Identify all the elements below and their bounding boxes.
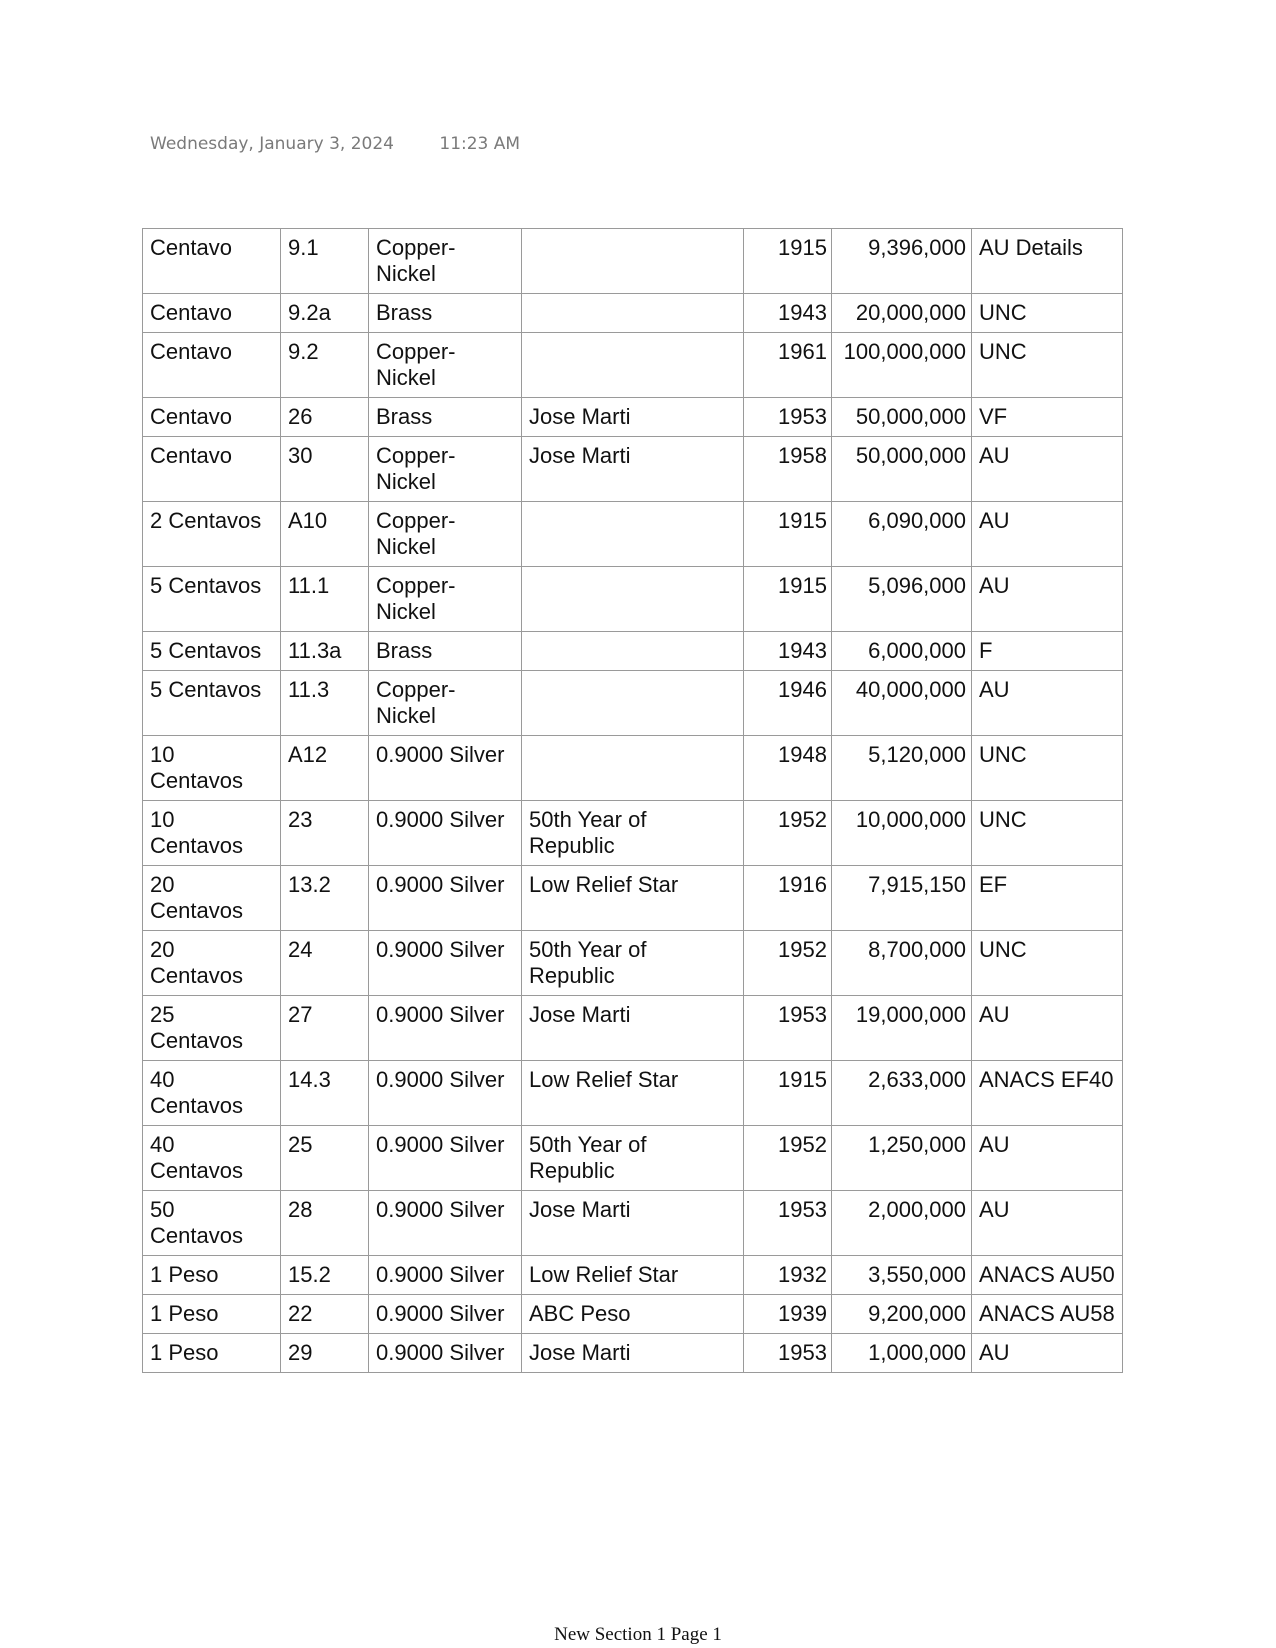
cell-denomination: 5 Centavos — [143, 632, 281, 671]
cell-mintage: 9,396,000 — [832, 229, 972, 294]
cell-mintage: 8,700,000 — [832, 931, 972, 996]
cell-year: 1916 — [744, 866, 832, 931]
cell-grade: VF — [972, 398, 1123, 437]
cell-denomination: 2 Centavos — [143, 502, 281, 567]
table-row — [143, 866, 1123, 931]
cell-catalog-number: 11.1 — [281, 567, 369, 632]
cell-composition: 0.9000 Silver — [369, 1126, 522, 1191]
cell-composition: Copper-Nickel — [369, 437, 522, 502]
cell-catalog-number: A12 — [281, 736, 369, 801]
cell-catalog-number: 9.2a — [281, 294, 369, 333]
cell-design — [522, 632, 744, 671]
cell-grade: UNC — [972, 931, 1123, 996]
cell-denomination: 40 Centavos — [143, 1061, 281, 1126]
table-row — [143, 502, 1123, 567]
cell-mintage: 19,000,000 — [832, 996, 972, 1061]
cell-denomination: 20 Centavos — [143, 866, 281, 931]
cell-composition: Brass — [369, 398, 522, 437]
cell-composition: 0.9000 Silver — [369, 1334, 522, 1373]
cell-catalog-number: 11.3 — [281, 671, 369, 736]
table-row — [143, 1191, 1123, 1256]
cell-design — [522, 294, 744, 333]
cell-grade: AU — [972, 502, 1123, 567]
cell-grade: AU — [972, 567, 1123, 632]
cell-denomination: 1 Peso — [143, 1295, 281, 1334]
cell-year: 1915 — [744, 1061, 832, 1126]
cell-composition: Brass — [369, 632, 522, 671]
cell-mintage: 2,633,000 — [832, 1061, 972, 1126]
cell-design: ABC Peso — [522, 1295, 744, 1334]
cell-design: Low Relief Star — [522, 866, 744, 931]
cell-composition: 0.9000 Silver — [369, 866, 522, 931]
cell-grade: UNC — [972, 294, 1123, 333]
cell-composition: 0.9000 Silver — [369, 1061, 522, 1126]
cell-grade: AU — [972, 1126, 1123, 1191]
cell-grade: UNC — [972, 801, 1123, 866]
cell-grade: AU — [972, 671, 1123, 736]
cell-year: 1943 — [744, 632, 832, 671]
table-row — [143, 931, 1123, 996]
cell-composition: 0.9000 Silver — [369, 931, 522, 996]
cell-composition: 0.9000 Silver — [369, 736, 522, 801]
cell-catalog-number: 29 — [281, 1334, 369, 1373]
table-row — [143, 801, 1123, 866]
cell-grade: AU Details — [972, 229, 1123, 294]
cell-composition: Brass — [369, 294, 522, 333]
cell-composition: Copper-Nickel — [369, 567, 522, 632]
cell-denomination: Centavo — [143, 294, 281, 333]
table-row — [143, 1295, 1123, 1334]
cell-design — [522, 333, 744, 398]
cell-mintage: 6,000,000 — [832, 632, 972, 671]
cell-composition: 0.9000 Silver — [369, 1191, 522, 1256]
cell-catalog-number: 13.2 — [281, 866, 369, 931]
cell-design: Low Relief Star — [522, 1256, 744, 1295]
cell-mintage: 5,096,000 — [832, 567, 972, 632]
cell-denomination: Centavo — [143, 333, 281, 398]
table-row — [143, 1334, 1123, 1373]
cell-design: Jose Marti — [522, 1334, 744, 1373]
table-row — [143, 398, 1123, 437]
cell-composition: Copper-Nickel — [369, 333, 522, 398]
cell-year: 1932 — [744, 1256, 832, 1295]
table-row — [143, 567, 1123, 632]
cell-design: 50th Year of Republic — [522, 931, 744, 996]
table-row — [143, 229, 1123, 294]
cell-denomination: Centavo — [143, 398, 281, 437]
cell-mintage: 10,000,000 — [832, 801, 972, 866]
table-row — [143, 736, 1123, 801]
cell-catalog-number: 11.3a — [281, 632, 369, 671]
cell-composition: 0.9000 Silver — [369, 996, 522, 1061]
cell-mintage: 50,000,000 — [832, 437, 972, 502]
cell-year: 1953 — [744, 996, 832, 1061]
cell-design: 50th Year of Republic — [522, 801, 744, 866]
cell-year: 1948 — [744, 736, 832, 801]
cell-composition: 0.9000 Silver — [369, 801, 522, 866]
cell-year: 1939 — [744, 1295, 832, 1334]
cell-grade: AU — [972, 1334, 1123, 1373]
cell-catalog-number: 14.3 — [281, 1061, 369, 1126]
cell-mintage: 1,000,000 — [832, 1334, 972, 1373]
cell-mintage: 7,915,150 — [832, 866, 972, 931]
cell-year: 1943 — [744, 294, 832, 333]
cell-mintage: 6,090,000 — [832, 502, 972, 567]
cell-composition: 0.9000 Silver — [369, 1295, 522, 1334]
coin-table — [142, 228, 1123, 1373]
cell-mintage: 2,000,000 — [832, 1191, 972, 1256]
page-footer: New Section 1 Page 1 — [554, 1624, 722, 1645]
cell-catalog-number: 24 — [281, 931, 369, 996]
cell-catalog-number: 23 — [281, 801, 369, 866]
cell-composition: Copper-Nickel — [369, 502, 522, 567]
cell-denomination: 25 Centavos — [143, 996, 281, 1061]
cell-year: 1915 — [744, 567, 832, 632]
cell-grade: F — [972, 632, 1123, 671]
page-header — [150, 134, 520, 154]
cell-grade: EF — [972, 866, 1123, 931]
cell-year: 1953 — [744, 398, 832, 437]
cell-denomination: Centavo — [143, 437, 281, 502]
header-time: 11:23 AM — [439, 134, 521, 154]
cell-denomination: 5 Centavos — [143, 671, 281, 736]
table-row — [143, 437, 1123, 502]
cell-year: 1915 — [744, 229, 832, 294]
cell-year: 1953 — [744, 1191, 832, 1256]
cell-mintage: 1,250,000 — [832, 1126, 972, 1191]
cell-year: 1961 — [744, 333, 832, 398]
cell-grade: AU — [972, 1191, 1123, 1256]
table-row — [143, 294, 1123, 333]
cell-mintage: 3,550,000 — [832, 1256, 972, 1295]
cell-catalog-number: 25 — [281, 1126, 369, 1191]
table-row — [143, 333, 1123, 398]
cell-catalog-number: 9.2 — [281, 333, 369, 398]
cell-mintage: 5,120,000 — [832, 736, 972, 801]
cell-design — [522, 229, 744, 294]
cell-year: 1952 — [744, 801, 832, 866]
cell-catalog-number: 28 — [281, 1191, 369, 1256]
cell-grade: ANACS AU58 — [972, 1295, 1123, 1334]
cell-year: 1953 — [744, 1334, 832, 1373]
cell-design: Jose Marti — [522, 398, 744, 437]
cell-denomination: 10 Centavos — [143, 736, 281, 801]
cell-grade: AU — [972, 437, 1123, 502]
cell-mintage: 100,000,000 — [832, 333, 972, 398]
header-date: Wednesday, January 3, 2024 — [150, 134, 394, 154]
cell-design — [522, 671, 744, 736]
cell-grade: UNC — [972, 333, 1123, 398]
cell-denomination: 1 Peso — [143, 1334, 281, 1373]
cell-mintage: 50,000,000 — [832, 398, 972, 437]
cell-catalog-number: 15.2 — [281, 1256, 369, 1295]
cell-design: Jose Marti — [522, 437, 744, 502]
cell-denomination: 40 Centavos — [143, 1126, 281, 1191]
cell-catalog-number: A10 — [281, 502, 369, 567]
cell-denomination: 10 Centavos — [143, 801, 281, 866]
cell-design — [522, 736, 744, 801]
cell-grade: UNC — [972, 736, 1123, 801]
table-row — [143, 1061, 1123, 1126]
cell-mintage: 9,200,000 — [832, 1295, 972, 1334]
cell-year: 1946 — [744, 671, 832, 736]
cell-composition: 0.9000 Silver — [369, 1256, 522, 1295]
table-row — [143, 671, 1123, 736]
cell-mintage: 20,000,000 — [832, 294, 972, 333]
cell-mintage: 40,000,000 — [832, 671, 972, 736]
cell-year: 1952 — [744, 931, 832, 996]
cell-catalog-number: 9.1 — [281, 229, 369, 294]
cell-grade: ANACS EF40 — [972, 1061, 1123, 1126]
cell-grade: AU — [972, 996, 1123, 1061]
cell-design: 50th Year of Republic — [522, 1126, 744, 1191]
cell-year: 1952 — [744, 1126, 832, 1191]
cell-design — [522, 567, 744, 632]
cell-denomination: 1 Peso — [143, 1256, 281, 1295]
cell-design: Jose Marti — [522, 996, 744, 1061]
cell-grade: ANACS AU50 — [972, 1256, 1123, 1295]
cell-catalog-number: 22 — [281, 1295, 369, 1334]
cell-composition: Copper-Nickel — [369, 671, 522, 736]
cell-design: Low Relief Star — [522, 1061, 744, 1126]
table-row — [143, 1126, 1123, 1191]
table-row — [143, 632, 1123, 671]
cell-catalog-number: 26 — [281, 398, 369, 437]
cell-denomination: 20 Centavos — [143, 931, 281, 996]
cell-denomination: Centavo — [143, 229, 281, 294]
cell-year: 1958 — [744, 437, 832, 502]
cell-catalog-number: 27 — [281, 996, 369, 1061]
cell-catalog-number: 30 — [281, 437, 369, 502]
cell-composition: Copper-Nickel — [369, 229, 522, 294]
table-row — [143, 996, 1123, 1061]
cell-denomination: 50 Centavos — [143, 1191, 281, 1256]
cell-year: 1915 — [744, 502, 832, 567]
cell-denomination: 5 Centavos — [143, 567, 281, 632]
table-row — [143, 1256, 1123, 1295]
cell-design — [522, 502, 744, 567]
cell-design: Jose Marti — [522, 1191, 744, 1256]
